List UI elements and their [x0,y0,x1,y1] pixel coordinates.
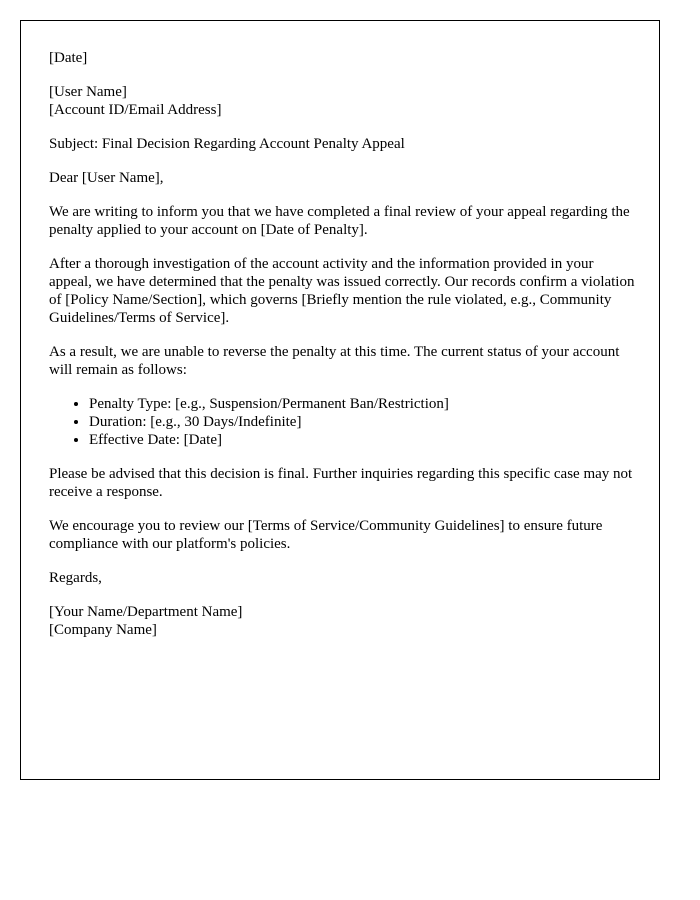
penalty-details-list [49,395,635,449]
paragraph-encourage: We encourage you to review our [Terms of Service/Community Guidelines] to ensure future compliance with our platform's policies. [49,518,603,552]
letter-body [49,49,635,655]
paragraph-investigation: After a thorough investigation of the account activity and the information provided in your appeal, we have determined that the penalty was issued correctly. Our records confirm a violation of [Policy Name/Section], which governs [Briefly mention the rule violated, e.g., Community Guidelines/Terms of Service]. [49,256,635,326]
recipient-account: [Account ID/Email Address] [49,102,222,118]
paragraph-result: As a result, we are unable to reverse the penalty at this time. The current status of your account will remain as follows: [49,344,620,378]
letter-greeting: Dear [User Name], [49,170,164,186]
letter-subject: Subject: Final Decision Regarding Account Penalty Appeal [49,136,405,152]
recipient-name: [User Name] [49,84,127,100]
signature-block [49,603,635,639]
recipient-block [49,83,635,119]
detail-penalty-type: • Penalty Type: [e.g., Suspension/Permanent Ban/Restriction] [89,395,635,413]
letter-date: [Date] [49,50,88,66]
detail-effective-date: • Effective Date: [Date] [89,431,635,449]
letter-frame [20,20,660,780]
letter-closing: Regards, [49,570,102,586]
detail-duration: • Duration: [e.g., 30 Days/Indefinite] [89,413,635,431]
paragraph-intro: We are writing to inform you that we have completed a final review of your appeal regarding the penalty applied to your account on [Date of Penalty]. [49,204,630,238]
signature-company: [Company Name] [49,622,157,638]
signature-sender: [Your Name/Department Name] [49,604,243,620]
paragraph-final: Please be advised that this decision is final. Further inquiries regarding this specific case may not receive a response. [49,466,633,500]
